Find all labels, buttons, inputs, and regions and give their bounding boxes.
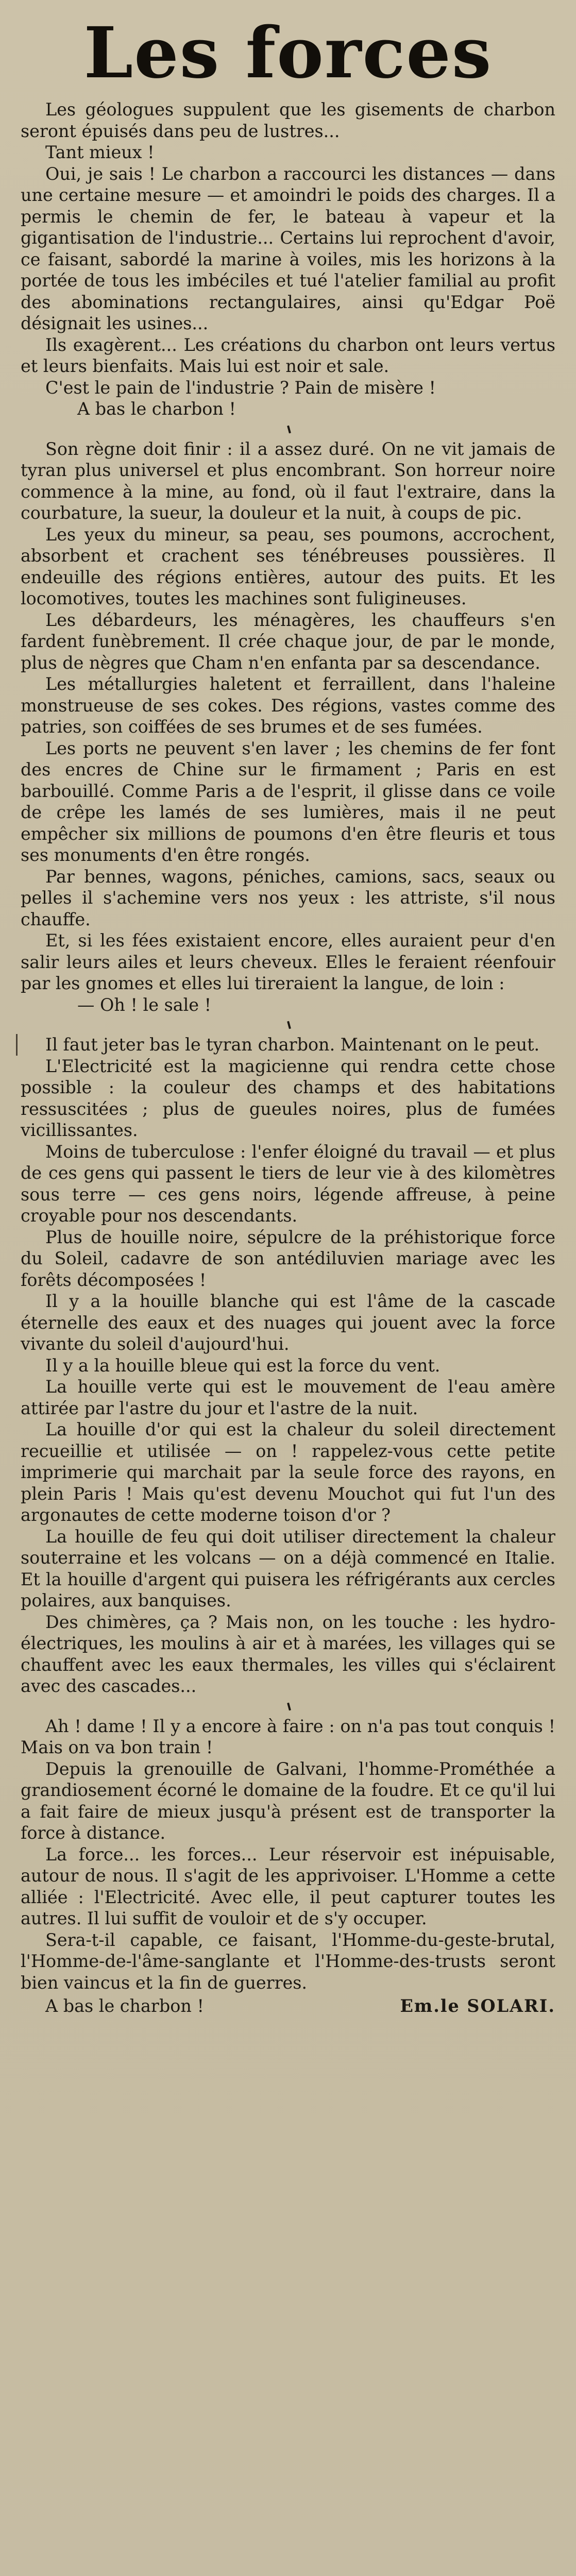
paragraph: Moins de tuberculose : l'enfer éloigné du travail — et plus de ces gens qui passent le tiers de leur vie à des kilomètres sous terre — ces gens noirs, légende affreuse, à peine croyable pour nos descendants. [21, 1141, 555, 1226]
section-separator [21, 1015, 555, 1034]
paragraph: Il y a la houille bleue qui est la force du vent. [45, 1355, 441, 1376]
paragraph: Les métallurgies haletent et ferraillent, dans l'haleine monstrueuse de ses cokes. Des régions, vastes comme des patries, son coiffées de ses brumes et de ses fumées. [21, 674, 555, 737]
paragraph: Les yeux du mineur, sa peau, ses poumons, accrochent, absorbent et crachent ses ténébreuses poussières. Il endeuille des régions entières, autour des puits. Et les locomotives, toutes les machines sont fuligineuses. [21, 524, 555, 608]
paragraph: Oui, je sais ! Le charbon a raccourci les distances — dans une certaine mesure — et amoindri le poids des charges. Il a permis le chemin de fer, le bateau à vapeur et la gigantisation de l'industrie... Certains lui reprochent d'avoir, ce faisant, sabordé la marine à voiles, mis les horizons à la portée de tous les imbéciles et tué l'atelier familial au profit des abominations rectangulaires, ainsi qu'Edgar Poë désignait les usines... [21, 163, 555, 333]
paragraph: La houille verte qui est le mouvement de l'eau amère attirée par l'astre du jour et l'astre de la nuit. [21, 1377, 555, 1418]
paragraph: La houille d'or qui est la chaleur du soleil directement recueillie et utilisée — on ! rappelez-vous cette petite imprimerie qui marchait par la seule force des rayons, en plein Paris ! Mais qu'est devenu Mouchot qui fut l'un des argonautes de cette moderne toison d'or ? [21, 1419, 555, 1525]
paragraph: — Oh ! le sale ! [77, 994, 212, 1015]
closing-phrase: A bas le charbon ! [45, 1996, 204, 2016]
paragraph: Son règne doit finir : il a assez duré. On ne vit jamais de tyran plus universel et plus encombrant. Son horreur noire commence à la mine, au fond, où il faut l'extraire, dans la courbature, la sueur, la douleur et la nuit, à coups de pic. [21, 438, 555, 523]
article-body [21, 99, 555, 2017]
paragraph: Ah ! dame ! Il y a encore à faire : on n'a pas tout conquis ! Mais on va bon train ! [21, 1716, 555, 1757]
paragraph: La force... les forces... Leur réservoir est inépuisable, autour de nous. Il s'agit de les apprivoiser. L'Homme a cette alliée : l'Electricité. Avec elle, il peut capturer toutes les autres. Il lui suffit de vouloir et de s'y occuper. [21, 1844, 555, 1928]
paragraph: Les géologues suppulent que les gisements de charbon seront épuisés dans peu de lustres... [21, 99, 555, 141]
closing-line [21, 1995, 555, 2017]
paragraph: Il y a la houille blanche qui est l'âme de la cascade éternelle des eaux et des nuages qui jouent avec la force vivante du soleil d'aujourd'hui. [21, 1291, 555, 1354]
article-title: Les forces [83, 12, 493, 94]
paragraph: Les ports ne peuvent s'en laver ; les chemins de fer font des encres de Chine sur le firmament ; Paris en est barbouillé. Comme Paris a de l'esprit, il glisse dans ce voile de crêpe les lamés de ses lumières, mais il ne peut empêcher six millions de poumons d'en être fleuris et tous ses monuments d'en être rongés. [21, 738, 555, 865]
paragraph: Des chimères, ça ? Mais non, on les touche : les hydro-électriques, les moulins à air et à marées, les villages qui se chauffent avec les eaux thermales, les villes qui s'éclairent avec des cascades... [21, 1612, 555, 1696]
paragraph: Ils exagèrent... Les créations du charbon ont leurs vertus et leurs bienfaits. Mais lui est noir et sale. [21, 334, 555, 376]
paragraph: La houille de feu qui doit utiliser directement la chaleur souterraine et les volcans — on a déjà commencé en Italie. Et la houille d'argent qui puisera les réfrigérants aux cercles polaires, aux banquises. [21, 1526, 555, 1611]
paragraph: Et, si les fées existaient encore, elles auraient peur d'en salir leurs ailes et leurs cheveux. Elles le feraient réenfouir par les gnomes et elles lui tireraient la langue, de loin : [21, 930, 555, 993]
section-separator [21, 420, 555, 438]
paragraph: Les débardeurs, les ménagères, les chauffeurs s'en fardent funèbrement. Il crée chaque jour, de par le monde, plus de nègres que Cham n'en enfanta par sa descendance. [21, 609, 555, 673]
author-signature: Em.le SOLARI. [400, 1996, 555, 2016]
paragraph: Plus de houille noire, sépulcre de la préhistorique force du Soleil, cadavre de son antédiluvien mariage avec les forêts décomposées ! [21, 1227, 555, 1290]
paragraph: A bas le charbon ! [77, 399, 236, 419]
ruled-passage [16, 1034, 555, 1056]
paragraph: Sera-t-il capable, ce faisant, l'Homme-du-geste-brutal, l'Homme-de-l'âme-sanglante et l'Homme-des-trusts seront bien vaincus et la fin de guerres. [21, 1929, 555, 1993]
paragraph: Il faut jeter bas le tyran charbon. Maintenant on le peut. [45, 1035, 540, 1055]
paragraph: Tant mieux ! [45, 142, 155, 162]
paragraph: C'est le pain de l'industrie ? Pain de misère ! [45, 377, 436, 398]
paragraph: Depuis la grenouille de Galvani, l'homme-Prométhée a grandiosement écorné le domaine de la foudre. Et ce qu'il lui a fait faire de mieux jusqu'à présent est de transporter la force à distance. [21, 1758, 555, 1843]
paragraph: L'Electricité est la magicienne qui rendra cette chose possible : la couleur des champs et des habitations ressuscitées ; plus de gueules noires, plus de fumées vicillissantes. [21, 1056, 555, 1140]
paragraph: Par bennes, wagons, péniches, camions, sacs, seaux ou pelles il s'achemine vers nos yeux : les attriste, s'il nous chauffe. [21, 866, 555, 929]
section-separator [21, 1697, 555, 1716]
